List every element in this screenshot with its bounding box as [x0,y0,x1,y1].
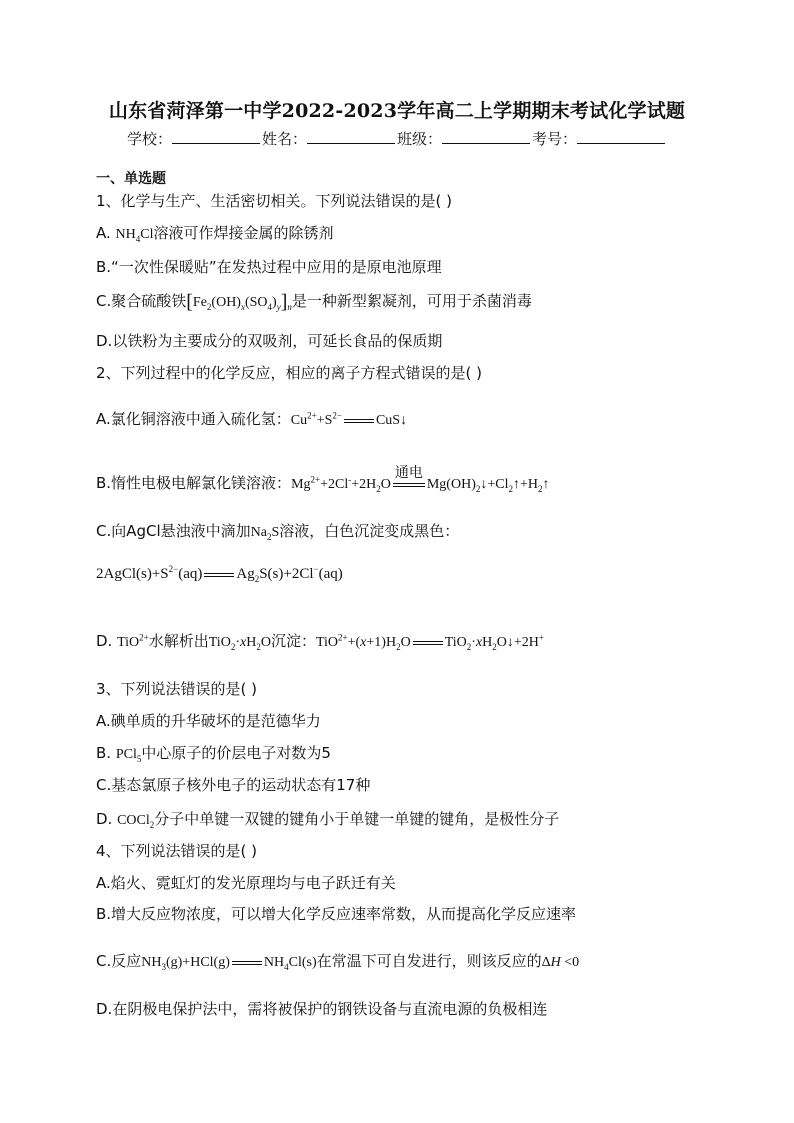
q3-b-text: 中心原子的价层电子对数为5 [141,744,331,762]
q2-d-equation: $TiO^{2+}+(x+1)H_2O$ $TiO_2\cdot xH_2O↓+2H^+$ [315,632,544,652]
q3-b-prefix: B. [96,744,116,762]
q2-c-formula: $Na_2S$ [250,525,280,542]
q2-option-c [96,520,459,541]
q3-b-formula: PCl$_5$ [115,747,142,764]
q1-a-prefix: A. [96,224,116,242]
school-blank[interactable] [172,129,260,144]
q4-c-equation: $NH_3(g)+HCl(g)$ $NH_4Cl(s)$ [141,955,317,972]
q3-option-c: C.基态氯原子核外电子的运动状态有17种 [96,776,371,794]
name-blank[interactable] [307,129,395,144]
q3-d-prefix: D. [96,810,118,828]
class-label: 班级： [397,130,443,148]
question-4-stem: 4、下列说法错误的是( ) [96,842,258,860]
q1-c-prefix: C.聚合硫酸铁 [96,292,187,310]
q2-a-equation: $Cu^{2+}+S^{2-}$ CuS↓ [290,410,408,428]
q4-c-enthalpy: ΔH <0 [541,955,580,970]
school-label: 学校： [126,130,172,148]
q3-option-a: A.碘单质的升华破坏的是范德华力 [96,712,321,730]
q1-c-text: 是一种新型絮凝剂，可用于杀菌消毒 [291,292,532,310]
q2-d-formula-1: TiO$^{2+}$ [117,632,149,650]
q3-d-formula: COCl$_2$ [117,813,155,830]
q2-option-b [96,464,550,494]
section-heading: 一、单选题 [96,171,166,187]
q2-b-equation: $Mg^{2+}+2Cl^-+2H_2O$ 通电 $Mg(OH)_2↓+Cl_2↑+H_2↑$ [291,477,549,492]
q2-b-condition: 通电 [394,464,423,481]
q4-option-b: B.增大反应物浓度，可以增大化学反应速率常数，从而提高化学反应速率 [96,905,577,923]
q4-option-d: D.在阴极电保护法中，需将被保护的钢铁设备与直流电源的负极相连 [96,1000,548,1018]
q2-d-formula-2: $TiO_2\cdot xH_2O$ [208,635,271,652]
class-blank[interactable] [442,129,530,144]
q2-d-mid: 水解析出 [148,632,209,650]
page-title: 山东省菏泽第一中学2022-2023学年高二上学期期末考试化学试题 [108,100,686,122]
q3-d-text: 分子中单键一双键的键角小于单键一单键的键角，是极性分子 [154,810,560,828]
q2-a-prefix: A.氯化铜溶液中通入硫化氢： [96,410,291,428]
question-2-stem: 2、下列过程中的化学反应，相应的离子方程式错误的是( ) [96,364,483,382]
student-info-line [0,128,794,149]
q1-option-b: B.“一次性保暖贴”在发热过程中应用的是原电池原理 [96,258,442,276]
q1-c-formula: $[Fe_2(OH)_x(SO_4)_y]_n$ [186,291,292,313]
name-label: 姓名： [261,130,307,148]
q2-d-text: 沉淀： [270,632,316,650]
q1-a-text: 溶液可作焊接金属的除锈剂 [153,224,334,242]
q2-option-a [96,408,407,429]
q2-b-prefix: B.惰性电极电解氯化镁溶液： [96,474,292,492]
number-blank[interactable] [577,129,665,144]
q2-option-d [96,630,544,651]
q2-c-equation: $2AgCl(s)+S^{2-}(aq)$ $Ag_2S(s)+2Cl^-(aq)$ [96,564,343,584]
q2-c-text: 溶液，白色沉淀变成黑色： [279,522,460,540]
q4-option-c [96,950,579,971]
question-1-stem: 1、化学与生产、生活密切相关。下列说法错误的是( ) [96,192,453,210]
question-3-stem: 3、下列说法错误的是( ) [96,680,258,698]
q1-option-a [96,222,334,243]
q2-c-prefix: C.向AgCl悬浊液中滴加 [96,522,251,540]
q1-option-d: D.以铁粉为主要成分的双吸剂，可延长食品的保质期 [96,332,443,350]
q4-c-text: 在常温下可自发进行，则该反应的 [316,952,542,970]
q4-c-prefix: C.反应 [96,952,142,970]
q1-a-formula: $NH_4Cl$ [115,227,154,244]
q4-option-a: A.焰火、霓虹灯的发光原理均与电子跃迁有关 [96,874,396,892]
number-label: 考号： [532,130,578,148]
q2-d-prefix: D. [96,632,118,650]
q1-option-c [96,290,532,314]
q3-option-b [96,742,331,763]
q3-option-d [96,808,559,829]
